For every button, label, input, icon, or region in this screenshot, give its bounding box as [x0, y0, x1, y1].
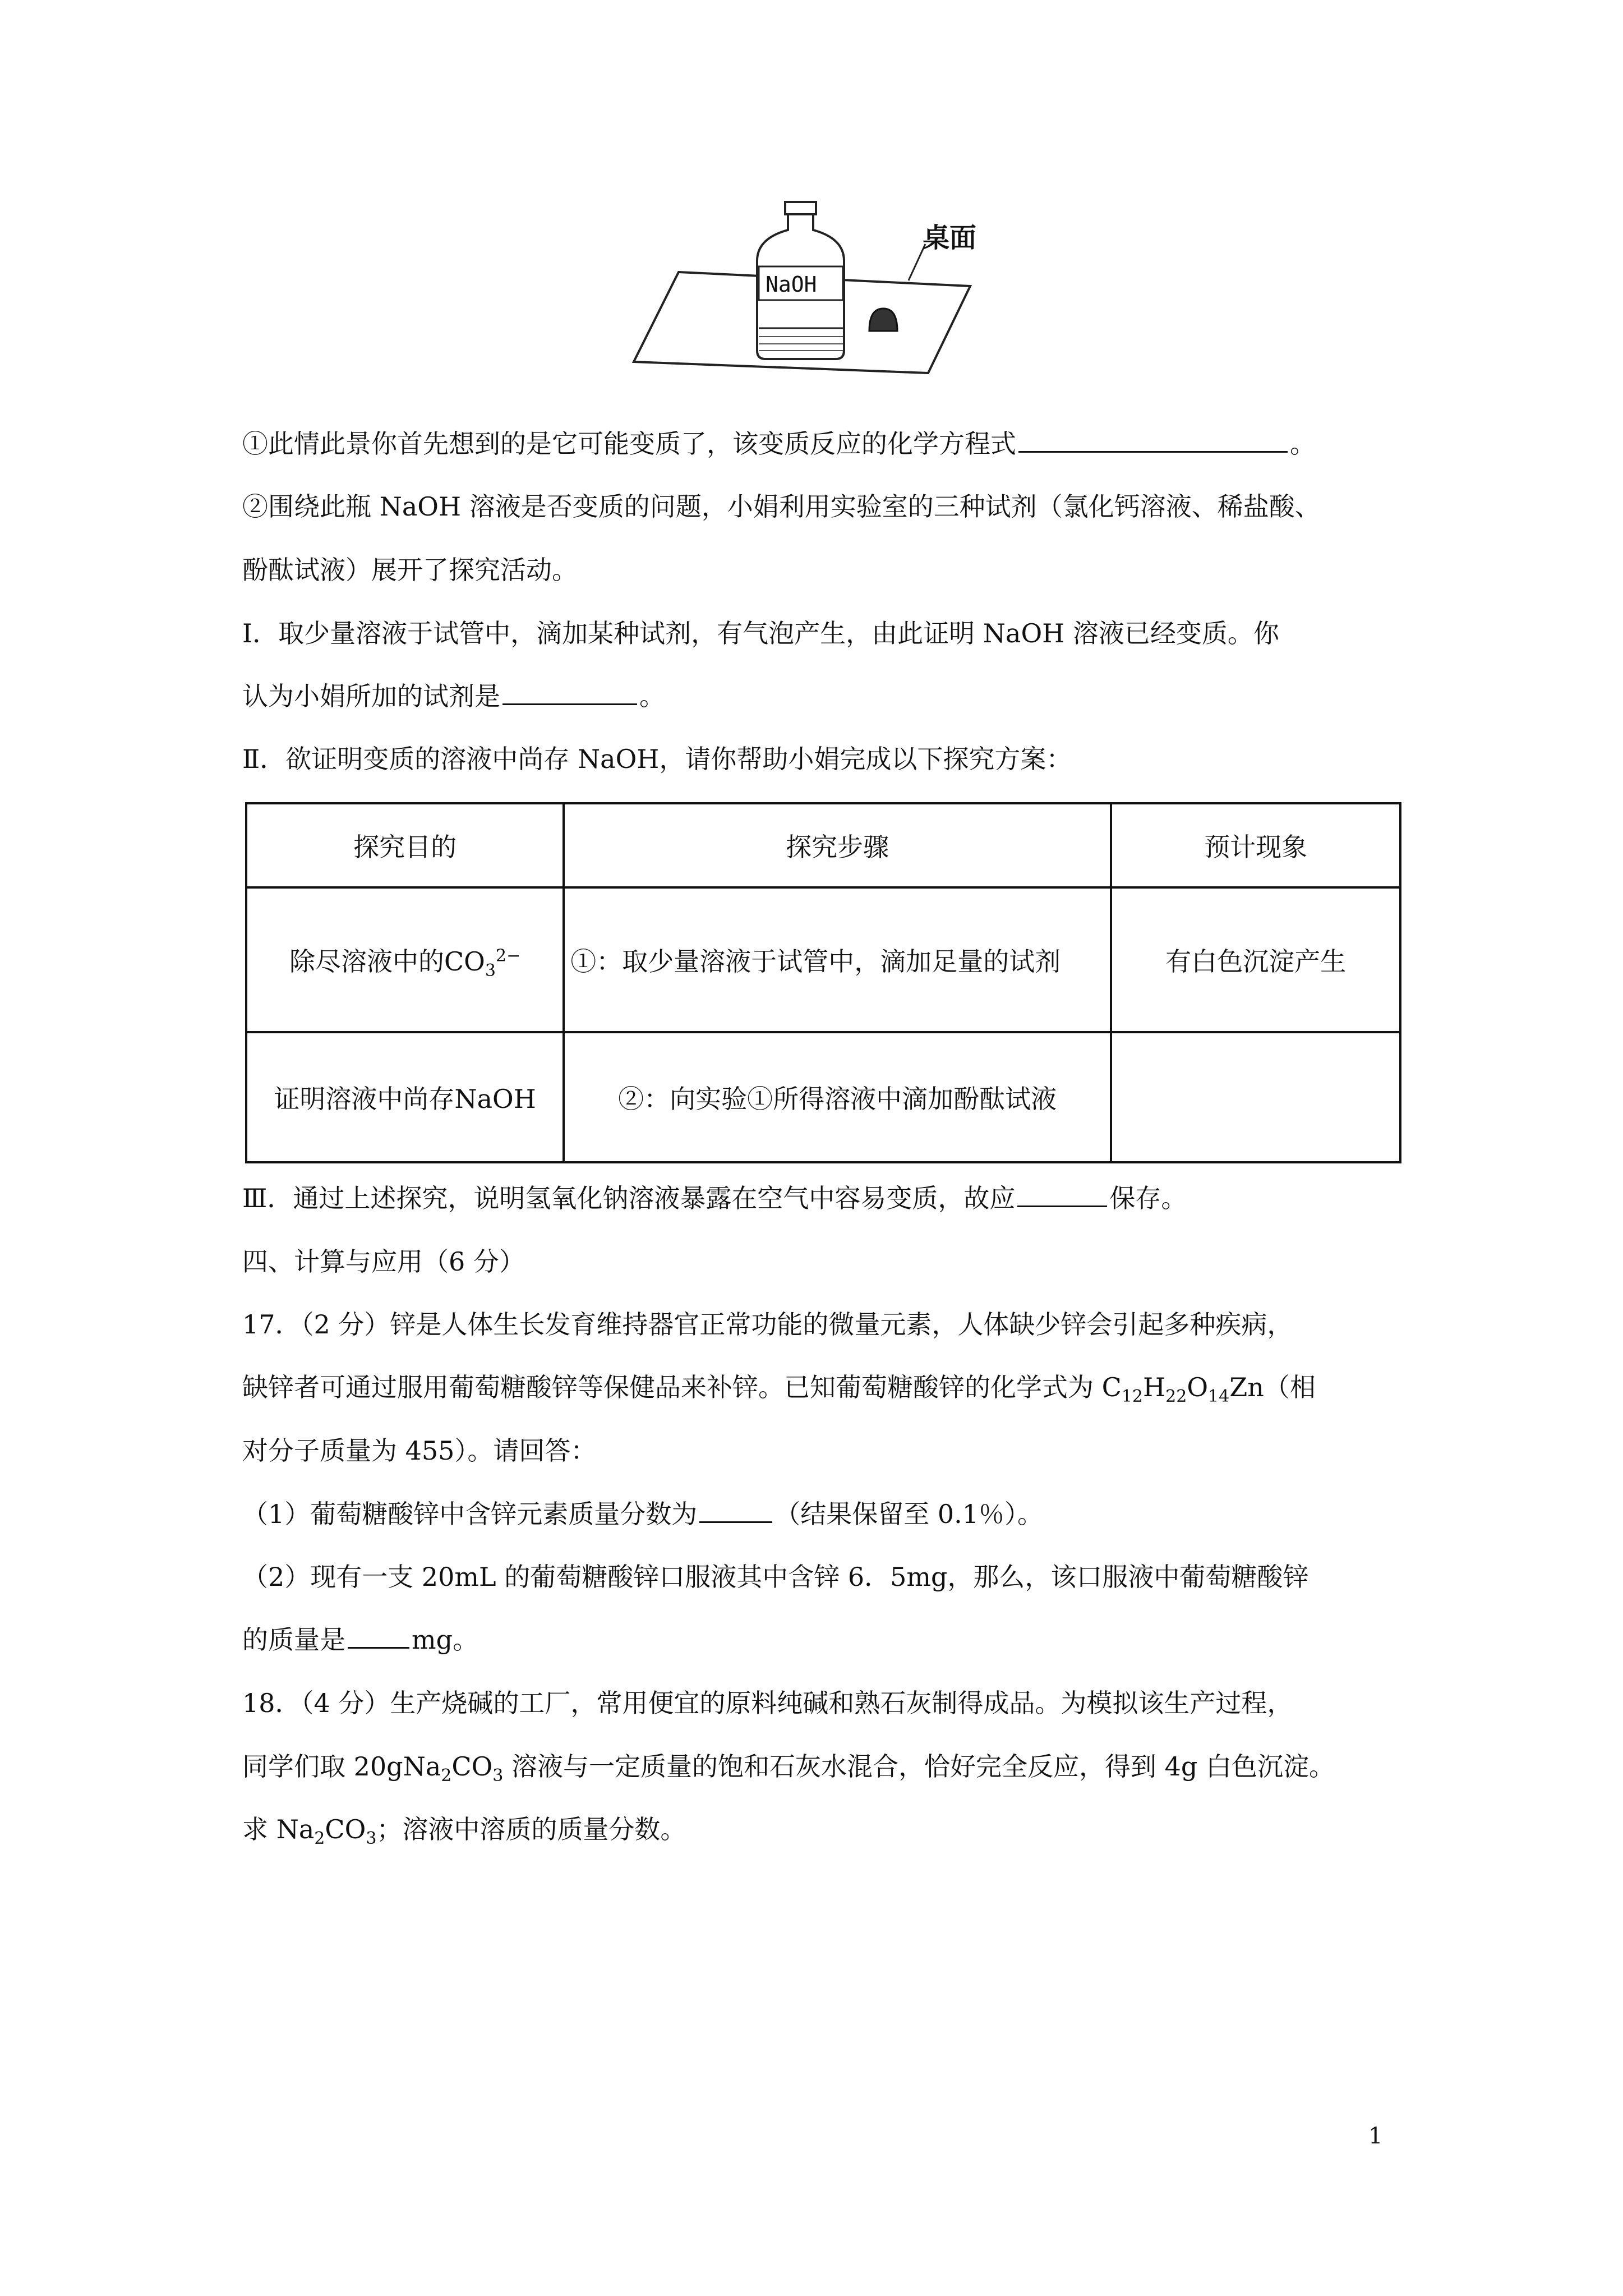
q18-line-3: 求 $Na_2CO_3$；溶液中溶质的质量分数。 — [242, 1814, 686, 1849]
bottle-stopper — [869, 309, 897, 331]
row1-step: ①：取少量溶液于试管中，滴加足量的试剂 — [564, 887, 1111, 1032]
page-number: 1 — [1368, 2123, 1383, 2149]
q16-line-2: ②围绕此瓶 NaOH 溶液是否变质的问题，小娟利用实验室的三种试剂（氯化钙溶液、稀盐酸、 — [242, 491, 1321, 522]
row1-purpose: 除尽溶液中的$CO_3^{2-}$ — [246, 887, 564, 1032]
bottle-cap — [785, 202, 816, 214]
table-row — [246, 887, 1400, 1032]
storage-blank[interactable] — [1017, 1202, 1107, 1207]
q17-part-1: （1）葡萄糖酸锌中含锌元素质量分数为 （结果保留至 0.1％）。 — [242, 1499, 1044, 1529]
q16-part-1-line-1: Ⅰ．取少量溶液于试管中，滴加某种试剂，有气泡产生，由此证明 NaOH 溶液已经变质。你 — [242, 618, 1279, 648]
q16-part-3 — [242, 1181, 1398, 1216]
q16-part-3-end: 保存。 — [1109, 1183, 1187, 1213]
q16-line-1-text: ①此情此景你首先想到的是它可能变质了，该变质反应的化学方程式 — [242, 429, 1016, 459]
table-header-row — [246, 803, 1400, 887]
q17-part-2-line-2: 的质量是 mg。 — [242, 1625, 479, 1655]
zinc-fraction-blank[interactable] — [699, 1518, 772, 1523]
desk-label-text: 桌面 — [923, 222, 977, 254]
q18-line-2: 同学们取 $20gNa_2CO_3$ 溶液与一定质量的饱和石灰水混合，恰好完全反应，得到 4g 白色沉淀。 — [242, 1751, 1335, 1786]
q17-line-1: 17．（2 分）锌是人体生长发育维持器官正常功能的微量元素，人体缺少锌会引起多种疾病， — [242, 1309, 1293, 1340]
q18-line-1: 18．（4 分）生产烧碱的工厂，常用便宜的原料纯碱和熟石灰制得成品。为模拟该生产过程， — [242, 1688, 1293, 1718]
row2-purpose: 证明溶液中尚存NaOH — [246, 1032, 564, 1162]
q17-line-2: 缺锌者可通过服用葡萄糖酸锌等保健品来补锌。已知葡萄糖酸锌的化学式为 $C_{12}H_{22}O_{14}Zn$（相 — [242, 1372, 1316, 1407]
reagent-blank[interactable] — [502, 700, 637, 705]
mass-blank[interactable] — [348, 1644, 409, 1649]
row2-step: ②：向实验①所得溶液中滴加酚酞试液 — [564, 1032, 1111, 1162]
header-phenomenon: 预计现象 — [1111, 803, 1400, 887]
q16-part-2-intro: Ⅱ．欲证明变质的溶液中尚存 NaOH，请你帮助小娟完成以下探究方案： — [242, 744, 1072, 774]
q16-part-3-text: Ⅲ．通过上述探究，说明氢氧化钠溶液暴露在空气中容易变质，故应 — [242, 1183, 1016, 1213]
q16-line-3: 酚酞试液）展开了探究活动。 — [242, 555, 578, 585]
q17-part-2-line-1: （2）现有一支 20mL 的葡萄糖酸锌口服液其中含锌 6．5mg，那么，该口服液中葡萄糖酸锌 — [242, 1562, 1309, 1592]
q16-part-1-end: 。 — [639, 681, 665, 711]
bottle-label-text: NaOH — [766, 272, 817, 297]
q16-line-1-end: 。 — [1290, 429, 1316, 459]
row1-phenomenon: 有白色沉淀产生 — [1111, 887, 1400, 1032]
header-steps: 探究步骤 — [564, 803, 1111, 887]
header-purpose: 探究目的 — [246, 803, 564, 887]
row2-phenomenon-answer-cell[interactable] — [1111, 1032, 1400, 1162]
q16-part-1-line-2 — [242, 679, 1398, 714]
q17-line-3: 对分子质量为 455）。请回答： — [242, 1435, 597, 1466]
q16-line-1 — [242, 426, 1398, 461]
naoh-bottle-figure — [623, 199, 1004, 393]
section-4-title: 四、计算与应用（6 分） — [242, 1246, 525, 1277]
table-row — [246, 1032, 1400, 1162]
q16-part-1-text: 认为小娟所加的试剂是 — [242, 681, 500, 711]
equation-blank[interactable] — [1018, 448, 1288, 453]
experiment-plan-table — [245, 802, 1401, 1163]
